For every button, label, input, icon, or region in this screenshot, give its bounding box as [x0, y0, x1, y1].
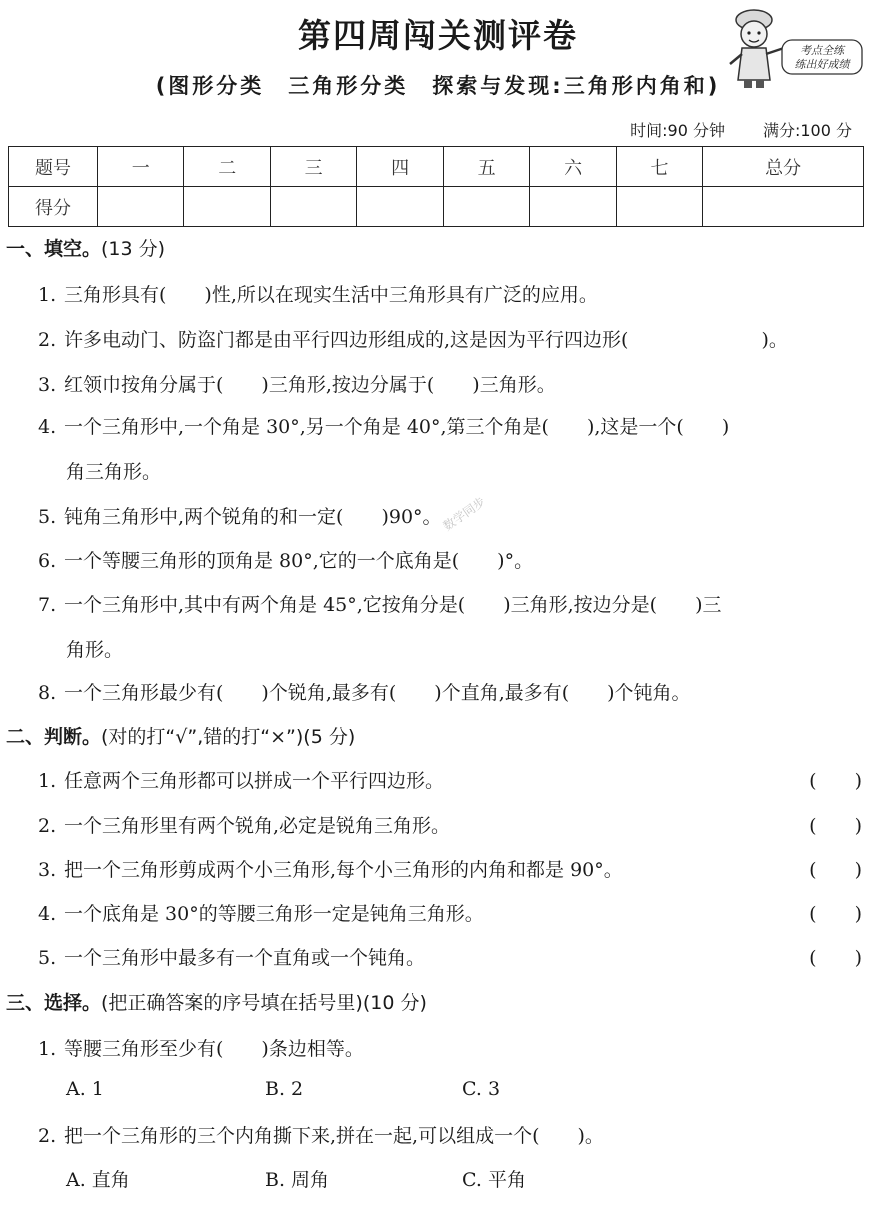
score-cell[interactable] — [270, 187, 356, 227]
question-number: 3. — [38, 374, 57, 396]
question-text: 任意两个三角形都可以拼成一个平行四边形。 — [64, 770, 445, 792]
question-text: 一个三角形里有两个锐角,必定是锐角三角形。 — [64, 815, 451, 837]
question-text: 三角形具有( )性,所以在现实生活中三角形具有广泛的应用。 — [64, 284, 598, 306]
score-header-cell: 三 — [270, 147, 356, 187]
answer-blank[interactable]: ( ) — [809, 859, 862, 881]
question-number: 5. — [38, 506, 57, 528]
section2-heading — [6, 722, 355, 749]
score-header-cell: 七 — [616, 147, 702, 187]
section2-points: (5 分) — [303, 726, 356, 748]
s2-question-5 — [38, 943, 862, 970]
section3-points: (10 分) — [362, 992, 427, 1014]
question-number: 2. — [38, 815, 57, 837]
s3-q2-option-c[interactable]: C. 平角 — [462, 1169, 526, 1191]
s1-question-2 — [38, 325, 862, 352]
score-cell[interactable] — [530, 187, 616, 227]
s1-question-8 — [38, 678, 862, 705]
s1-question-7 — [38, 590, 862, 617]
answer-blank[interactable]: ( ) — [809, 947, 862, 969]
section2-note: (对的打“√”,错的打“×”) — [101, 726, 304, 748]
question-text: 一个三角形最少有( )个锐角,最多有( )个直角,最多有( )个钝角。 — [64, 682, 691, 704]
answer-blank[interactable]: ( ) — [809, 815, 862, 837]
question-text: 等腰三角形至少有( )条边相等。 — [64, 1038, 364, 1060]
badge-line2: 练出好成绩 — [794, 58, 850, 71]
question-number: 6. — [38, 550, 57, 572]
question-text: 钝角三角形中,两个锐角的和一定( )90°。 — [64, 506, 442, 528]
question-number: 4. — [38, 416, 57, 438]
score-header-cell: 四 — [357, 147, 443, 187]
score-header-cell: 五 — [443, 147, 529, 187]
question-number: 1. — [38, 1038, 57, 1060]
score-table-header-row — [9, 147, 864, 187]
mascot-badge-icon — [722, 2, 870, 92]
question-text: 一个三角形中最多有一个直角或一个钝角。 — [64, 947, 426, 969]
s3-question-1 — [38, 1034, 862, 1061]
score-row-label: 得分 — [9, 187, 98, 227]
s1-question-4 — [38, 412, 862, 439]
question-text: 一个三角形中,其中有两个角是 45°,它按角分是( )三角形,按边分是( )三 — [64, 594, 722, 616]
exam-full-score: 满分:100 分 — [762, 121, 852, 140]
s1-question-6 — [38, 546, 862, 573]
exam-time: 时间:90 分钟 — [630, 121, 725, 140]
s1-question-5 — [38, 502, 862, 529]
score-header-cell: 总分 — [703, 147, 864, 187]
score-header-cell: 一 — [98, 147, 184, 187]
score-cell[interactable] — [703, 187, 864, 227]
score-table-score-row — [9, 187, 864, 227]
score-cell[interactable] — [443, 187, 529, 227]
exam-meta — [630, 118, 852, 141]
section2-title: 二、判断。 — [6, 726, 102, 748]
section1-heading — [6, 234, 165, 261]
question-number: 7. — [38, 594, 57, 616]
s1-question-1 — [38, 280, 862, 307]
s3-q2-option-a[interactable]: A. 直角 — [66, 1169, 130, 1191]
s2-question-4 — [38, 899, 862, 926]
question-text: 一个三角形中,一个角是 30°,另一个角是 40°,第三个角是( ),这是一个( ) — [64, 416, 730, 438]
badge-line1: 考点全练 — [800, 44, 844, 57]
s3-q1-option-b[interactable]: B. 2 — [265, 1078, 304, 1100]
score-header-cell: 六 — [530, 147, 616, 187]
s2-question-2 — [38, 811, 862, 838]
s3-q1-option-c[interactable]: C. 3 — [462, 1078, 501, 1100]
s3-q1-option-a[interactable]: A. 1 — [66, 1078, 104, 1100]
s3-q2-option-b[interactable]: B. 周角 — [265, 1169, 330, 1191]
score-table — [8, 146, 864, 227]
s2-question-3 — [38, 855, 862, 882]
score-cell[interactable] — [616, 187, 702, 227]
question-text: 把一个三角形的三个内角撕下来,拼在一起,可以组成一个( )。 — [64, 1125, 604, 1147]
score-cell[interactable] — [98, 187, 184, 227]
answer-blank[interactable]: ( ) — [809, 770, 862, 792]
question-text: 红领巾按角分属于( )三角形,按边分属于( )三角形。 — [64, 374, 556, 396]
section3-title: 三、选择。 — [6, 992, 102, 1014]
page-title: 第四周闯关测评卷 — [298, 16, 578, 55]
question-text: 许多电动门、防盗门都是由平行四边形组成的,这是因为平行四边形( )。 — [64, 329, 788, 351]
question-number: 2. — [38, 329, 57, 351]
question-number: 1. — [38, 284, 57, 306]
page-subtitle: (图形分类 三角形分类 探索与发现:三角形内角和) — [155, 74, 721, 98]
section3-heading — [6, 988, 427, 1015]
score-header-cell: 题号 — [9, 147, 98, 187]
question-text: 把一个三角形剪成两个小三角形,每个小三角形的内角和都是 90°。 — [64, 859, 623, 881]
s2-question-1 — [38, 766, 862, 793]
score-header-cell: 二 — [184, 147, 270, 187]
question-text: 一个等腰三角形的顶角是 80°,它的一个底角是( )°。 — [64, 550, 534, 572]
watermark: 数学同步 — [440, 494, 488, 534]
question-number: 2. — [38, 1125, 57, 1147]
s3-question-2 — [38, 1121, 862, 1148]
s1-question-4-continued: 角三角形。 — [66, 461, 162, 483]
section1-points: (13 分) — [101, 238, 166, 260]
question-number: 4. — [38, 903, 57, 925]
question-number: 8. — [38, 682, 57, 704]
section1-title: 一、填空。 — [6, 238, 102, 260]
s1-question-7-continued: 角形。 — [66, 639, 124, 661]
question-number: 5. — [38, 947, 57, 969]
s1-question-3 — [38, 370, 862, 397]
section3-note: (把正确答案的序号填在括号里) — [101, 992, 363, 1014]
question-number: 1. — [38, 770, 57, 792]
answer-blank[interactable]: ( ) — [809, 903, 862, 925]
question-number: 3. — [38, 859, 57, 881]
question-text: 一个底角是 30°的等腰三角形一定是钝角三角形。 — [64, 903, 484, 925]
score-cell[interactable] — [184, 187, 270, 227]
score-cell[interactable] — [357, 187, 443, 227]
